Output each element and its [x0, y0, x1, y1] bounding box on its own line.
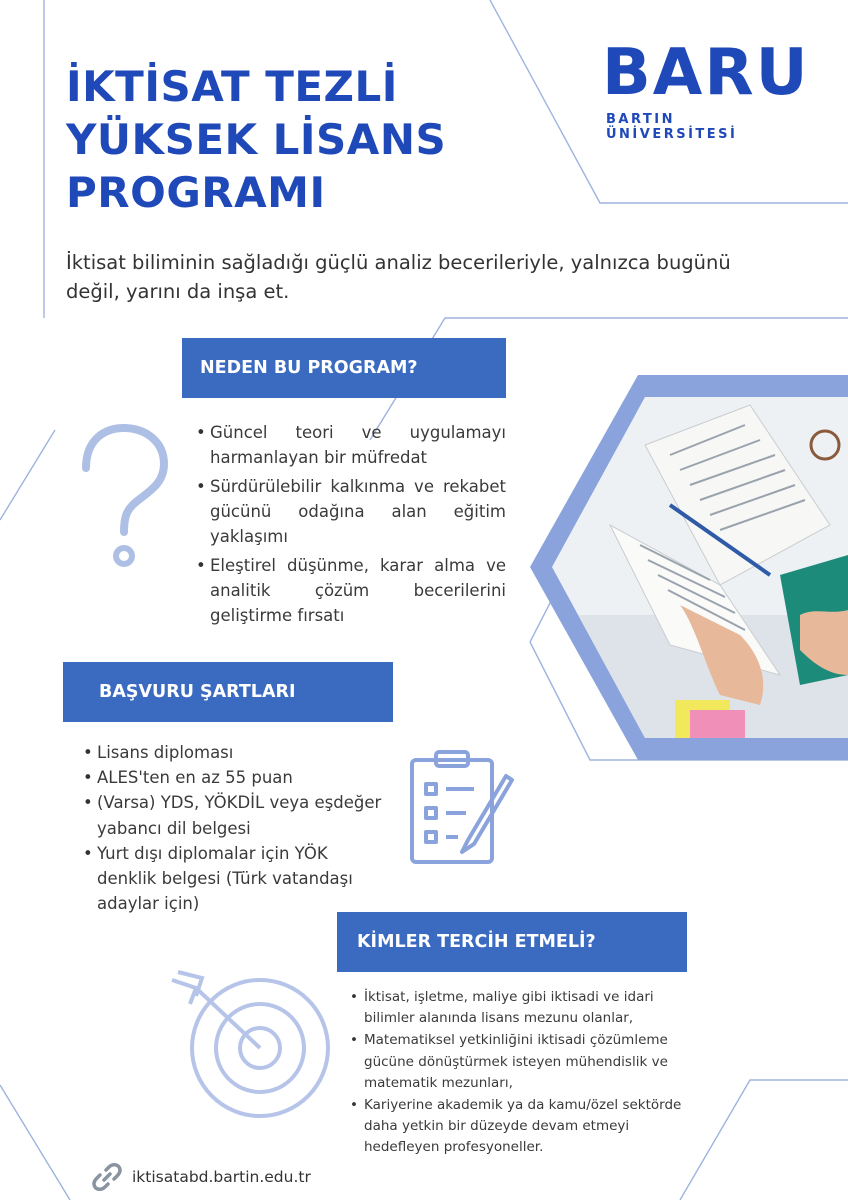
title-line-2: YÜKSEK LİSANS — [66, 115, 447, 164]
list-item: • Güncel teori ve uygulamayı harmanlayan bir müfredat — [210, 420, 506, 470]
section-header-who: KİMLER TERCİH ETMELİ? — [337, 912, 687, 972]
logo-subtitle: BARTIN ÜNİVERSİTESİ — [606, 112, 738, 142]
list-item: • (Varsa) YDS, YÖKDİL veya eşdeğer yabancı dil belgesi — [97, 790, 387, 840]
logo-wordmark: BARU — [602, 36, 810, 110]
why-list — [210, 420, 506, 632]
list-item: • Sürdürülebilir kalkınma ve rekabet gücünü odağına alan eğitim yaklaşımı — [210, 474, 506, 549]
link-icon — [92, 1162, 122, 1192]
list-item: • Yurt dışı diplomalar için YÖK denklik belgesi (Türk vatandaşı adaylar için) — [97, 841, 387, 917]
who-list — [364, 987, 694, 1160]
website-url[interactable]: iktisatabd.bartin.edu.tr — [132, 1168, 311, 1186]
requirements-list — [97, 740, 387, 916]
page-title — [66, 60, 526, 219]
list-item: • İktisat, işletme, maliye gibi iktisadi ve idari bilimler alanında lisans mezunu olanlar, — [364, 987, 694, 1029]
title-line-1: İKTİSAT TEZLİ — [66, 62, 398, 111]
university-logo — [602, 36, 812, 142]
list-item: • ALES'ten en az 55 puan — [97, 765, 387, 790]
website-link[interactable] — [92, 1162, 311, 1192]
list-item: • Eleştirel düşünme, karar alma ve analitik çözüm becerilerini geliştirme fırsatı — [210, 553, 506, 628]
section-header-why: NEDEN BU PROGRAM? — [182, 338, 506, 398]
list-item: • Lisans diploması — [97, 740, 387, 765]
target-icon — [168, 968, 338, 1123]
checklist-icon — [406, 748, 516, 868]
question-mark-icon — [74, 420, 174, 570]
tagline: İktisat biliminin sağladığı güçlü analiz becerileriyle, yalnızca bugünü değil, yarını da inşa et. — [66, 251, 731, 303]
list-item: • Kariyerine akademik ya da kamu/özel sektörde daha yetkin bir düzeyde devam etmeyi hedefleyen profesyoneller. — [364, 1095, 694, 1159]
section-header-requirements: BAŞVURU ŞARTLARI — [63, 662, 393, 722]
list-item: • Matematiksel yetkinliğini iktisadi çözümleme gücüne dönüştürmek isteyen mühendislik ve matematik mezunları, — [364, 1030, 694, 1094]
book-study-photo — [530, 375, 848, 760]
title-line-3: PROGRAMI — [66, 168, 326, 217]
